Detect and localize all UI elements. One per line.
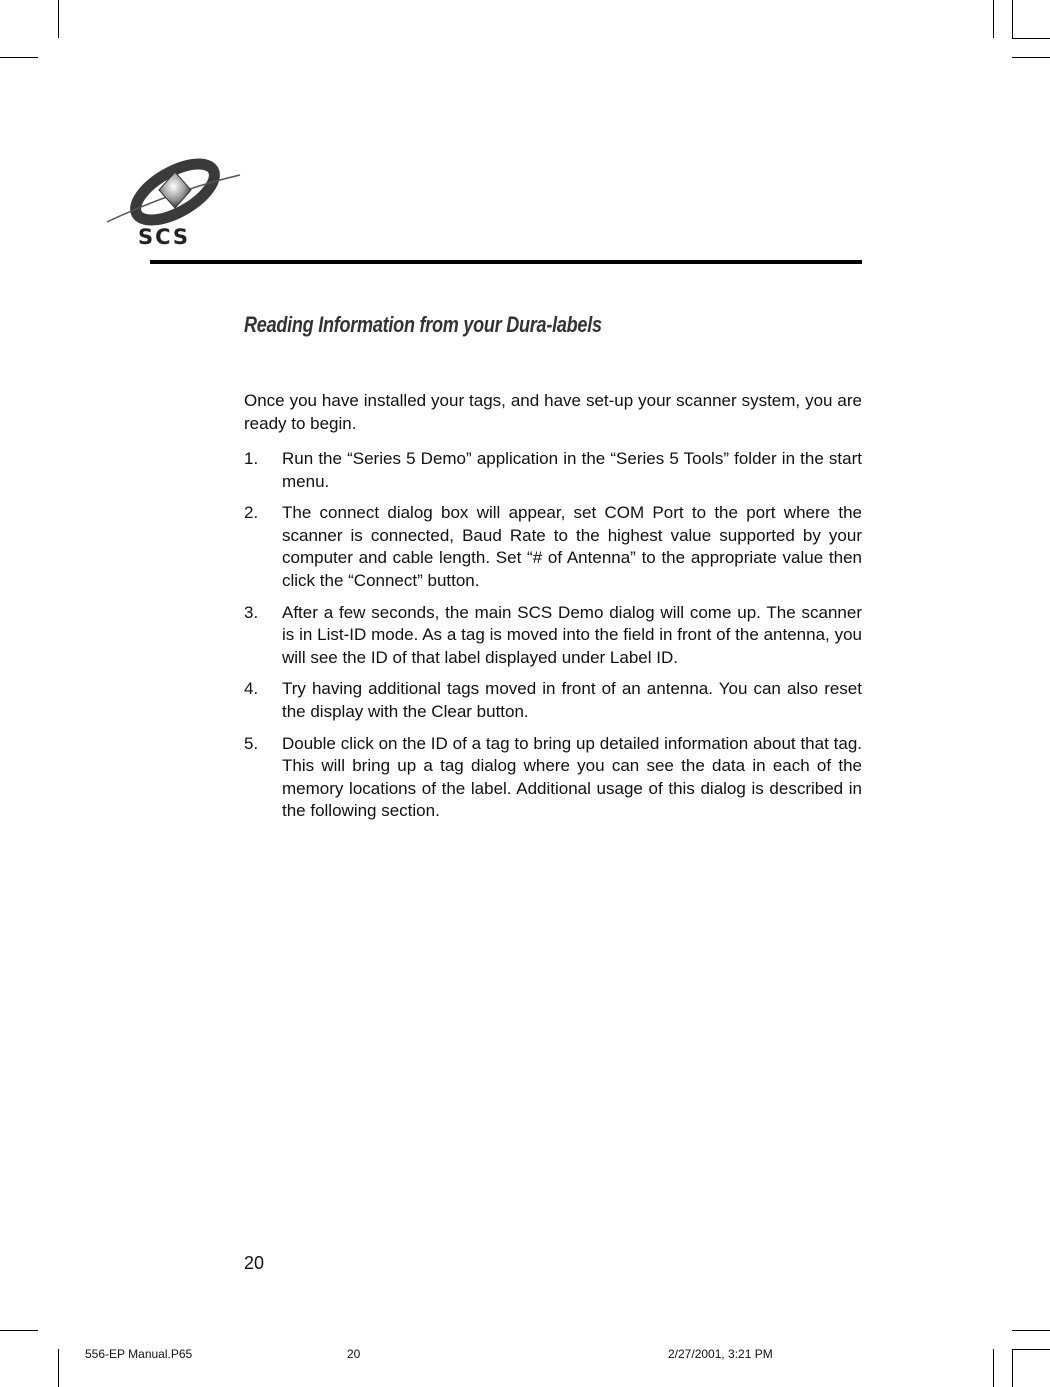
list-item [244,502,862,592]
step-text: The connect dialog box will appear, set COM Port to the port where the scanner is connected, Baud Rate to the highest value supported by your computer and cable length. Set “# of Antenna” to the appropriate value then click the “Connect” button. [282,503,862,590]
list-item [244,448,862,493]
crop-mark [1012,1330,1050,1331]
crop-mark [1012,1349,1013,1387]
crop-mark [58,0,59,38]
intro-paragraph: Once you have installed your tags, and have set-up your scanner system, you are ready to begin. [244,391,862,433]
step-number: 3. [244,602,259,622]
slug-page: 20 [347,1347,361,1361]
slug-filename: 556-EP Manual.P65 [85,1347,193,1361]
scs-logo [105,150,245,250]
list-item [244,678,862,723]
crop-mark [1012,57,1050,58]
list-item [244,602,862,670]
step-text: Try having additional tags moved in front of an antenna. You can also reset the display with the Clear button. [282,679,862,721]
scs-logo-icon [105,150,245,250]
step-number: 1. [244,449,259,468]
page-number: 20 [244,1253,265,1273]
crop-mark [1012,1349,1050,1350]
step-number: 5. [244,733,259,753]
crop-mark [1012,38,1050,39]
header-rule [150,260,862,264]
crop-mark [993,1349,994,1387]
step-text: Run the “Series 5 Demo” application in the “Series 5 Tools” folder in the start menu. [282,449,862,491]
logo-text: SCS [138,225,191,249]
list-item [244,733,862,823]
slug-timestamp: 2/27/2001, 3:21 PM [668,1347,773,1361]
crop-mark [0,57,38,58]
crop-mark [993,0,994,38]
crop-mark [1012,0,1013,38]
crop-mark [0,1330,38,1331]
step-text: After a few seconds, the main SCS Demo dialog will come up. The scanner is in List-ID mode. As a tag is moved into the field in front of the antenna, you will see the ID of that label displayed under Label ID. [282,602,862,667]
steps-list [244,448,862,832]
step-number: 2. [244,503,259,523]
section-heading: Reading Information from your Dura-labels [244,312,602,337]
step-text: Double click on the ID of a tag to bring up detailed information about that tag. This will bring up a tag dialog where you can see the data in each of the memory locations of the label. Additional usage of this dialog is described in the following section. [282,733,862,821]
crop-mark [58,1349,59,1387]
step-number: 4. [244,679,259,699]
